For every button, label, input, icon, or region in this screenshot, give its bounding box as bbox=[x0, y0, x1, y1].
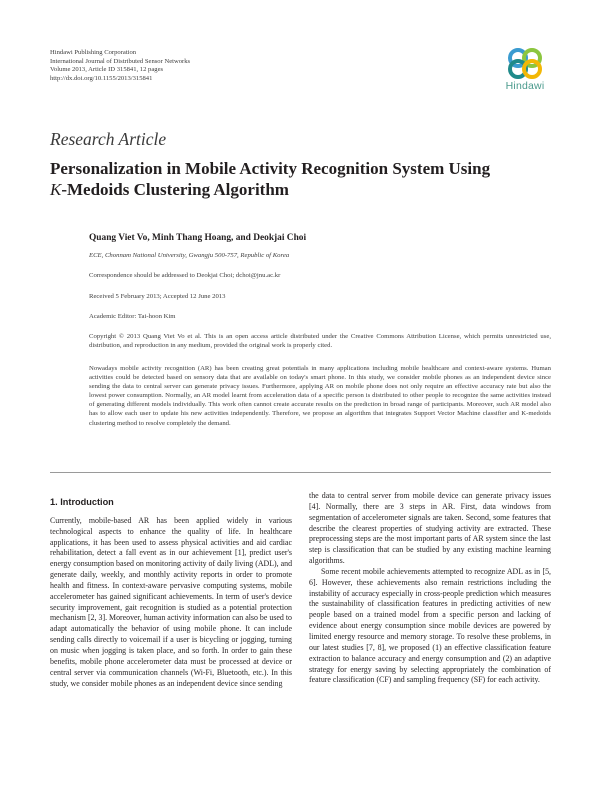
intro-paragraph-1: Currently, mobile-based AR has been applied widely in various technological aspects to enhance the quality of life. In healthcare applications, it has been used to assess physical activities and aid cardiac rehabilitation, detect a fall event as in our achievement [1], predict user's energy consumption based on monitoring activity of daily living (ADL), and generate daily, weekly, and monthly activity reports in order to promote health and fitness. In context-aware pervasive computing systems, mobile accelerometer has gained significant achievements. In term of user's device security improvement, gait recognition is studied as a potential protection mechanism [2, 3]. Moreover, human activity information can also be used to adapt automatically the behavior of using mobile phone. It can include sending calls directly to voicemail if a user is bicycling or jogging, turning on music when jogging is taken place, and so forth. In order to gain these benefits, mobile phone accelerometer data must be processed at device or central server via communication channels (Wi-Fi, Bluetooth, etc.). In this study, we consider mobile phones as an independent device since sending bbox=[50, 515, 293, 688]
left-column bbox=[50, 497, 292, 689]
hindawi-logo-icon bbox=[505, 47, 545, 79]
journal-name: International Journal of Distributed Sensor Networks bbox=[50, 57, 191, 65]
author-list: Quang Viet Vo, Minh Thang Hoang, and Deokjai Choi bbox=[89, 233, 307, 243]
title-line-2: -Medoids Clustering Algorithm bbox=[61, 180, 289, 199]
publisher-line: Hindawi Publishing Corporation bbox=[50, 49, 137, 56]
article-type: Research Article bbox=[50, 129, 167, 149]
correspondence: Correspondence should be addressed to Deokjai Choi; dchoi@jnu.ac.kr bbox=[89, 272, 281, 279]
intro-paragraph-2: Some recent mobile achievements attempted to recognize ADL as in [5, 6]. However, these achievements also remain restrictions including the instability of accuracy especially in cross-people prediction which measures the sustainability of classification features in predicting activities of new people based on a trained model from a specific person and lacking of evidence about energy consumption since mobile devices are powered by limited energy resource and memory storage. To resolve these problems, in our latest studies [7, 8], we proposed (1) an effective classification feature extraction to balance accuracy and energy consumption and (2) an adaptive strategy for energy saving by selecting appropriately the combination of feature classification (CF) and sampling frequency (SF) for each activity. bbox=[309, 566, 551, 685]
copyright-notice: Copyright © 2013 Quang Viet Vo et al. This is an open access article distributed under the Creative Commons Attribution License, which permits unrestricted use, distribution, and reproduction in any medium, provided the original work is properly cited. bbox=[89, 333, 551, 350]
paper-title bbox=[50, 158, 550, 200]
intro-paragraph-1-continued: the data to central server from mobile device can generate privacy issues [4]. Normally, there are 3 steps in AR. First, data windows from segmentation of accelerometer signals are taken. Second, some features that describe the clearest properties of studying activity are extracted. These preprocessing steps are the most important parts of AR system since the last step is classification that can be studied by any existing machine learning algorithms. bbox=[309, 491, 551, 566]
section-heading-introduction: 1. Introduction bbox=[50, 497, 114, 507]
doi-link[interactable]: http://dx.doi.org/10.1155/2013/315841 bbox=[50, 75, 153, 83]
section-divider bbox=[50, 472, 551, 473]
abstract: Nowadays mobile activity recognition (AR) has been creating great potentials in many applications including mobile healthcare and context-aware systems. Human activities could be detected based on sensory data that are available on today's smart phone. In this study, we consider mobile phones as an independent device since sending the data to central server can generate privacy issues. Furthermore, applying AR on mobile phone does not only require an effective accuracy rate but also the lowest power consumption. Normally, an AR model learnt from acceleration data of a specific person is distributed to other people to recognize the same activities instead of generating different models individually. This work often cannot create accurate results on the prediction in broad range of participants. Moreover, such AR model also has to allow each user to update his new activities independently. Therefore, we propose an algorithm that integrates Support Vector Machine classifier and K-medoids clustering method to resolve completely the demand. bbox=[89, 365, 551, 427]
received-accepted-dates: Received 5 February 2013; Accepted 12 June 2013 bbox=[89, 293, 226, 300]
right-column bbox=[309, 491, 551, 686]
journal-header bbox=[50, 49, 190, 84]
title-line-1: Personalization in Mobile Activity Recognition System Using bbox=[50, 159, 491, 178]
title-k: K bbox=[50, 180, 62, 199]
academic-editor: Academic Editor: Tai-hoon Kim bbox=[89, 313, 176, 320]
hindawi-logo-text: Hindawi bbox=[505, 80, 545, 92]
volume-line: Volume 2013, Article ID 315841, 12 pages bbox=[50, 66, 164, 74]
hindawi-logo bbox=[497, 47, 553, 92]
affiliation: ECE, Chonnam National University, Gwangju 500-757, Republic of Korea bbox=[89, 252, 290, 259]
